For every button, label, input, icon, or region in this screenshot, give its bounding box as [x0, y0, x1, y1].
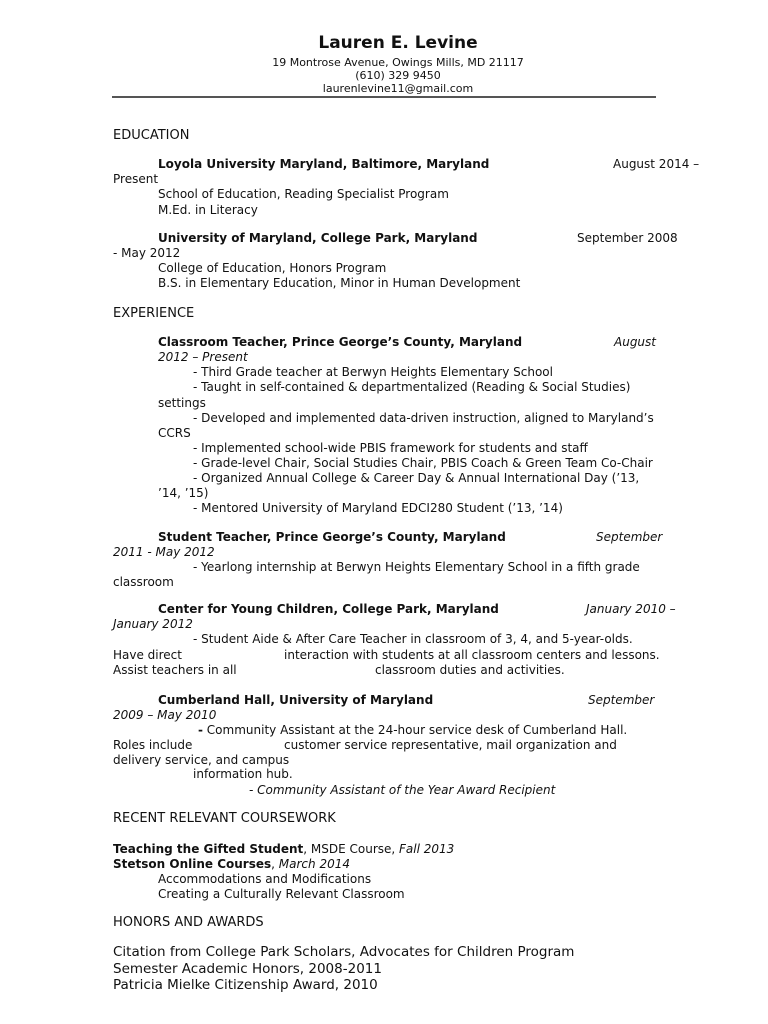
- job4-line4: information hub.: [193, 767, 293, 781]
- job4-date: September: [588, 693, 655, 707]
- job3-bullet1: - Student Aide & After Care Teacher in classroom of 3, 4, and 5-year-olds.: [193, 632, 633, 646]
- course2-sep: ,: [271, 857, 279, 871]
- loyola-program: School of Education, Reading Specialist Program: [158, 187, 449, 201]
- job4-title: Cumberland Hall, University of Maryland: [158, 693, 434, 707]
- course1-provider: , MSDE Course,: [303, 842, 400, 856]
- job2-bullet1: - Yearlong internship at Berwyn Heights Elementary School in a fifth grade: [193, 560, 640, 574]
- job4-line2-start: Roles include: [113, 738, 193, 752]
- job1-bullet5: - Grade-level Chair, Social Studies Chair, PBIS Coach & Green Team Co-Chair: [193, 456, 653, 470]
- job4-dash: -: [198, 723, 203, 737]
- job2-date: September: [596, 530, 663, 544]
- education-heading: EDUCATION: [113, 128, 190, 143]
- job1-bullet7: - Mentored University of Maryland EDCI280 Student (’13, ’14): [193, 501, 563, 515]
- job1-bullet3: - Developed and implemented data-driven instruction, aligned to Maryland’s: [193, 411, 654, 425]
- job4-award: - Community Assistant of the Year Award Recipient: [249, 783, 556, 797]
- job2-date-wrap: 2011 - May 2012: [113, 545, 215, 559]
- course2-term: March 2014: [278, 857, 350, 871]
- course1-title: Teaching the Gifted Student: [113, 842, 304, 856]
- honors-heading: HONORS AND AWARDS: [113, 915, 264, 930]
- umd-date-wrap: - May 2012: [113, 246, 181, 260]
- job1-title: Classroom Teacher, Prince George’s County, Maryland: [158, 335, 523, 349]
- job1-bullet4: - Implemented school-wide PBIS framework for students and staff: [193, 441, 588, 455]
- honor2: Semester Academic Honors, 2008-2011: [113, 961, 382, 977]
- umd-date: September 2008: [577, 231, 678, 245]
- job3-date: January 2010 –: [586, 602, 676, 616]
- header-divider: [112, 96, 656, 98]
- job1-bullet1: - Third Grade teacher at Berwyn Heights Elementary School: [193, 365, 553, 379]
- coursework-heading: RECENT RELEVANT COURSEWORK: [113, 811, 336, 826]
- job3-line3-rest: classroom duties and activities.: [375, 663, 565, 677]
- job3-title: Center for Young Children, College Park, Maryland: [158, 602, 499, 616]
- job4-line3: delivery service, and campus: [113, 753, 290, 767]
- job1-bullet3-wrap: CCRS: [158, 426, 191, 440]
- umd-title: University of Maryland, College Park, Maryland: [158, 231, 478, 245]
- job3-line3-start: Assist teachers in all: [113, 663, 237, 677]
- honor3: Patricia Mielke Citizenship Award, 2010: [113, 977, 378, 993]
- contact-email: laurenlevine11@gmail.com: [322, 82, 474, 95]
- job1-bullet6-wrap: ’14, ’15): [158, 486, 209, 500]
- job1-bullet2: - Taught in self-contained & departmentalized (Reading & Social Studies): [193, 380, 631, 394]
- job1-bullet6: - Organized Annual College & Career Day & Annual International Day (’13,: [193, 471, 640, 485]
- job4-line2-rest: customer service representative, mail organization and: [284, 738, 617, 752]
- job4-bullet1-text: Community Assistant at the 24-hour service desk of Cumberland Hall.: [202, 723, 628, 737]
- job3-line2-rest: interaction with students at all classroom centers and lessons.: [284, 648, 660, 662]
- job4-bullet1: [198, 723, 627, 738]
- course1-term: Fall 2013: [399, 842, 455, 856]
- job3-date-wrap: January 2012: [113, 617, 193, 631]
- loyola-date: August 2014 –: [613, 157, 700, 171]
- job2-title: Student Teacher, Prince George’s County, Maryland: [158, 530, 506, 544]
- job2-bullet1-wrap: classroom: [113, 575, 174, 589]
- course2: [113, 857, 350, 872]
- job4-date-wrap: 2009 – May 2010: [113, 708, 217, 722]
- loyola-date-wrap: Present: [113, 172, 159, 186]
- course2-title: Stetson Online Courses: [113, 857, 272, 871]
- course2-sub1: Accommodations and Modifications: [158, 872, 372, 886]
- honor1: Citation from College Park Scholars, Advocates for Children Program: [113, 944, 575, 960]
- job1-date-wrap: 2012 – Present: [158, 350, 248, 364]
- loyola-title: Loyola University Maryland, Baltimore, Maryland: [158, 157, 490, 171]
- experience-heading: EXPERIENCE: [113, 306, 195, 321]
- umd-degree: B.S. in Elementary Education, Minor in Human Development: [158, 276, 521, 290]
- course1: [113, 842, 454, 857]
- course2-sub2: Creating a Culturally Relevant Classroom: [158, 887, 405, 901]
- contact-phone: (610) 329 9450: [355, 69, 441, 82]
- job3-line2-start: Have direct: [113, 648, 182, 662]
- loyola-degree: M.Ed. in Literacy: [158, 203, 258, 217]
- umd-program: College of Education, Honors Program: [158, 261, 387, 275]
- contact-address: 19 Montrose Avenue, Owings Mills, MD 21117: [272, 56, 524, 69]
- job1-bullet2-wrap: settings: [158, 396, 206, 410]
- job1-date: August: [614, 335, 656, 349]
- resume-name: Lauren E. Levine: [318, 33, 478, 53]
